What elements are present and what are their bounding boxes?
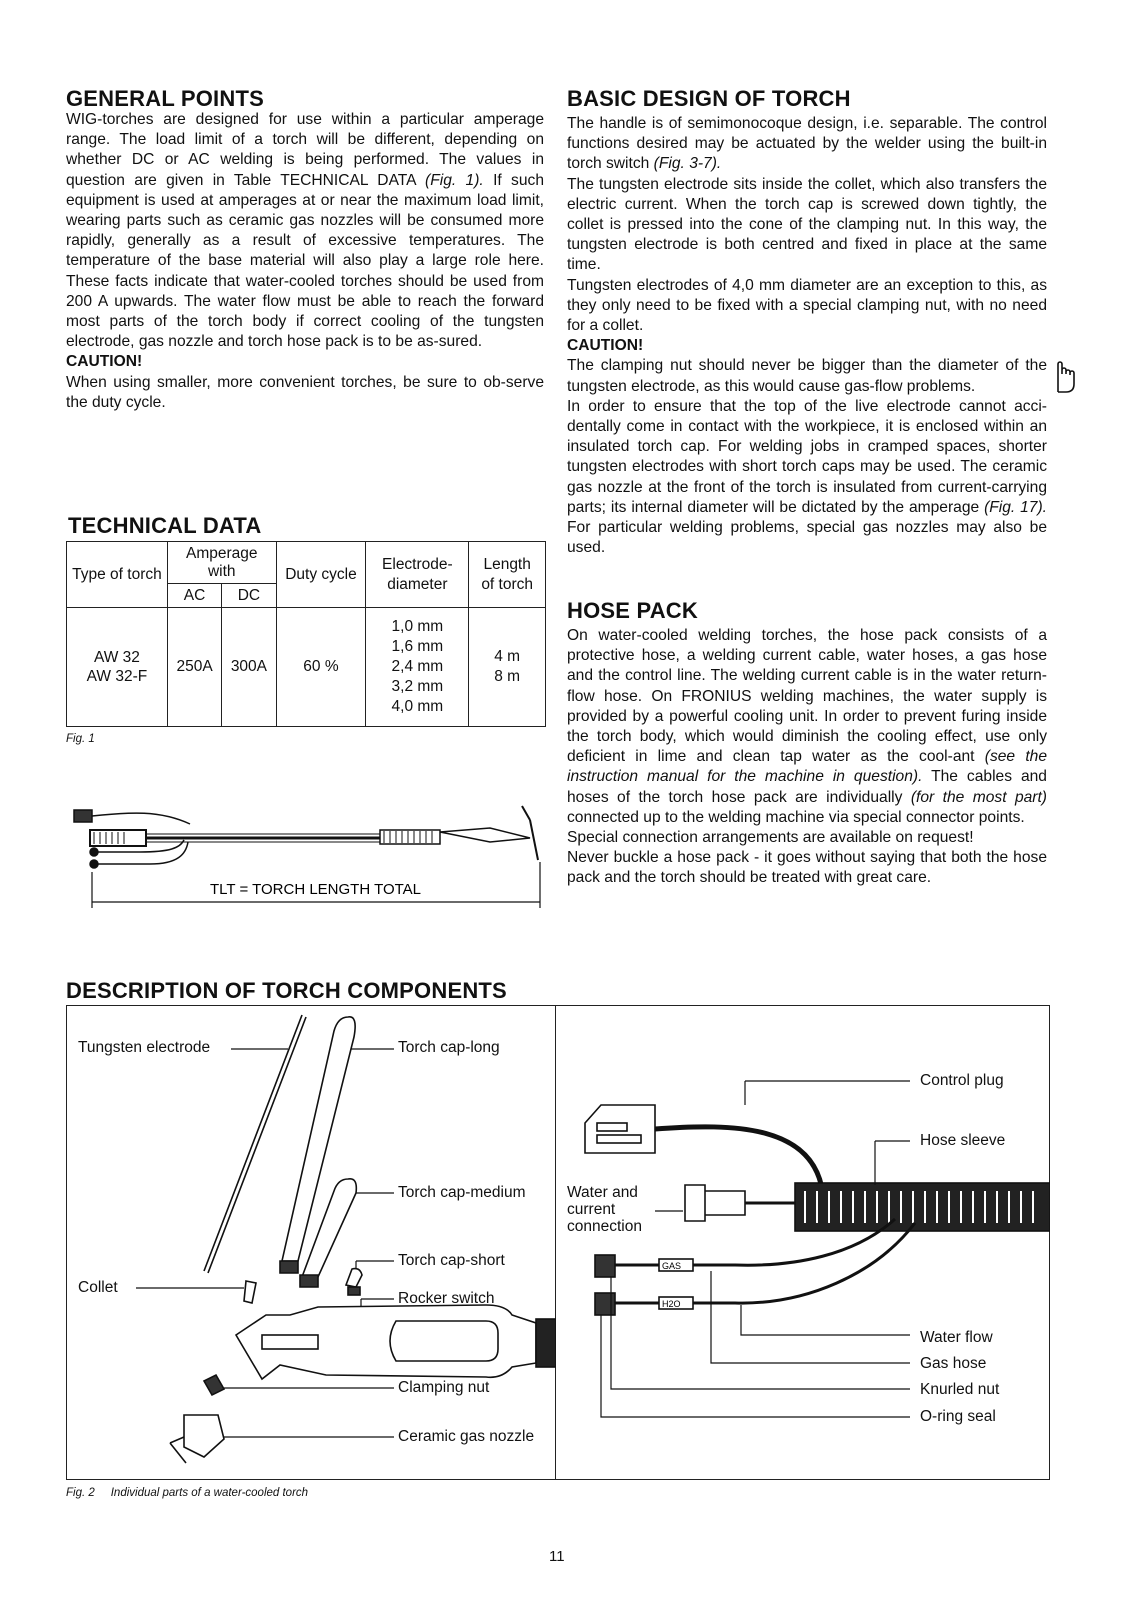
td-ac: 250A [167, 608, 221, 727]
general-p1: WIG-torches are designed for use within a particular amperage range. The load limit of a torch will be different, depending on whether DC or AC welding is being performed. The values in question are given in Table TECHNICAL DATA [66, 111, 544, 189]
page-number: 11 [549, 1548, 565, 1565]
water-current-connector-icon [685, 1185, 745, 1221]
th-dc: DC [222, 584, 276, 608]
h2o-tag: H2O [662, 1299, 681, 1309]
basic-p1-ref: (Fig. 3-7). [653, 155, 722, 173]
label-control-plug: Control plug [920, 1072, 1004, 1089]
td-length: 4 m 8 m [469, 608, 546, 727]
label-torch-cap-long: Torch cap-long [398, 1039, 500, 1056]
hose-pack-text [567, 626, 1047, 889]
control-plug-icon [585, 1105, 655, 1153]
label-hose-sleeve: Hose sleeve [920, 1132, 1006, 1149]
tungsten-electrode-icon [204, 1015, 302, 1271]
hose-p1-mid: The cables and hoses of the torch hose pack are individually [567, 768, 1047, 806]
basic-p1: The handle is of semimonocoque design, i.e. separable. The control functions desired may be actuated by the welder using the built-in torch switch [567, 115, 1047, 173]
label-o-ring-seal: O-ring seal [920, 1408, 996, 1425]
torch-length-drawing [60, 790, 550, 915]
basic-p5: In order to ensure that the top of the live electrode cannot acci-dentally come in contact with the workpiece, it is enclosed within an insulated torch cap. For welding jobs in cramped spaces, shorter tungsten electrodes with short torch caps may be used. The ceramic gas nozzle at the front of the torch is insulated from current-carrying parts; its internal diameter will be dictated by the amperage [567, 397, 1047, 516]
connector-plug-icon [74, 810, 92, 822]
collet-icon [244, 1281, 256, 1303]
td-electrode: 1,0 mm 1,6 mm 2,4 mm 3,2 mm 4,0 mm [366, 608, 469, 727]
label-torch-cap-short: Torch cap-short [398, 1252, 505, 1269]
label-ceramic-gas-nozzle: Ceramic gas nozzle [398, 1428, 535, 1445]
general-p1-rest: If such equipment is used at amperages at or near the maximum load limit, wearing parts such as ceramic gas nozzles will be consumed more rapidly, generally as a result of excessive temperatures. The temperature of the base material will also play a large role here. These facts indicate that water-cooled torches should be used from 200 A upwards. The water flow must be able to reach the forward most parts of the torch body if correct cooling of the tungsten electrode, gas nozzle and torch hose pack is to be as-sured. [66, 171, 544, 351]
label-clamping-nut: Clamping nut [398, 1379, 490, 1396]
basic-p5-rest: For particular welding problems, special gas nozzles may also be used. [567, 519, 1047, 557]
basic-p2: The tungsten electrode sits inside the collet, which also transfers the electric current. When the torch cap is screwed down tightly, the collet is pressed into the cone of the clamping nut. In this way, the tungsten electrode is both centred and fixed in place at the same time. [567, 175, 1047, 274]
th-type: Type of torch [67, 542, 168, 608]
general-points-text [66, 110, 544, 413]
ceramic-gas-nozzle-icon [184, 1415, 224, 1457]
label-water-flow: Water flow [920, 1329, 993, 1346]
technical-data-table [66, 541, 546, 727]
label-rocker-switch: Rocker switch [398, 1290, 495, 1307]
label-collet: Collet [78, 1279, 118, 1296]
torch-parts-drawing [66, 1005, 556, 1480]
basic-p3: Tungsten electrodes of 4,0 mm diameter are an exception to this, as they only need to be fixed with a special clamping nut, with no need for a collet. [567, 276, 1047, 335]
hose-p3: Never buckle a hose pack - it goes without saying that both the hose pack and the torch should be treated with great care. [567, 849, 1047, 887]
td-dc: 300A [222, 608, 276, 727]
water-knurled-nut-icon [595, 1293, 615, 1315]
hose-p1: On water-cooled welding torches, the hose pack consists of a protective hose, a welding current cable, water hoses, a gas hose and the control line. The welding current cable is in the water return-flow hose. On FRONIUS welding machines, the water supply is provided by a powerful cooling unit. In order to prevent furing inside the torch body, which would diminish the cooling effect, use only deficient in lime and clean tap water as the cool-ant [567, 627, 1047, 766]
basic-p4: The clamping nut should never be bigger than the diameter of the tungsten electrode, as this would cause gas-flow problems. [567, 357, 1047, 395]
pointing-hand-icon [1052, 360, 1078, 394]
basic-caution: CAUTION! [567, 337, 644, 355]
general-points-heading: GENERAL POINTS [66, 86, 264, 111]
fig2-caption: Fig. 2 Individual parts of a water-cooled torch [66, 1487, 309, 1499]
torch-cap-short-icon [346, 1269, 362, 1287]
hose-p1-end: connected up to the welding machine via special connector points. [567, 808, 1025, 826]
components-heading: DESCRIPTION OF TORCH COMPONENTS [66, 978, 507, 1003]
general-p1-ref: (Fig. 1). [425, 171, 484, 189]
tlt-label: TLT = TORCH LENGTH TOTAL [210, 881, 422, 898]
td-duty: 60 % [276, 608, 366, 727]
hose-p1-ref2: (for the most part) [910, 788, 1048, 806]
fig1-caption: Fig. 1 [66, 733, 95, 745]
label-water-current-connection: Water and current connection [567, 1184, 642, 1235]
td-types: AW 32 AW 32-F [67, 608, 168, 727]
hose-p2: Special connection arrangements are available on request! [567, 829, 974, 847]
label-torch-cap-medium: Torch cap-medium [398, 1184, 526, 1201]
th-ac: AC [167, 584, 221, 608]
general-p2: When using smaller, more convenient torches, be sure to ob-serve the duty cycle. [66, 373, 544, 411]
clamping-nut-icon [204, 1375, 224, 1395]
basic-design-heading: BASIC DESIGN OF TORCH [567, 86, 851, 111]
th-duty: Duty cycle [276, 542, 366, 608]
label-knurled-nut: Knurled nut [920, 1381, 1000, 1398]
hose-sleeve-icon [795, 1183, 1050, 1231]
gas-knurled-nut-icon [595, 1255, 615, 1277]
general-caution: CAUTION! [66, 353, 143, 371]
th-electrode: Electrode-diameter [366, 542, 469, 608]
basic-design-text [567, 114, 1047, 558]
label-gas-hose: Gas hose [920, 1355, 987, 1372]
th-length: Length of torch [469, 542, 546, 608]
hose-pack-heading: HOSE PACK [567, 598, 698, 623]
basic-p5-ref: (Fig. 17). [984, 498, 1047, 516]
th-amperage: Amperage with [167, 542, 276, 584]
technical-data-heading: TECHNICAL DATA [68, 513, 262, 538]
hose-p1-ref: (see the instruction manual for the machine in question). [567, 748, 1047, 786]
torch-cap-long-icon [282, 1017, 355, 1261]
label-tungsten-electrode: Tungsten electrode [78, 1039, 211, 1056]
gas-tag: GAS [662, 1261, 682, 1271]
